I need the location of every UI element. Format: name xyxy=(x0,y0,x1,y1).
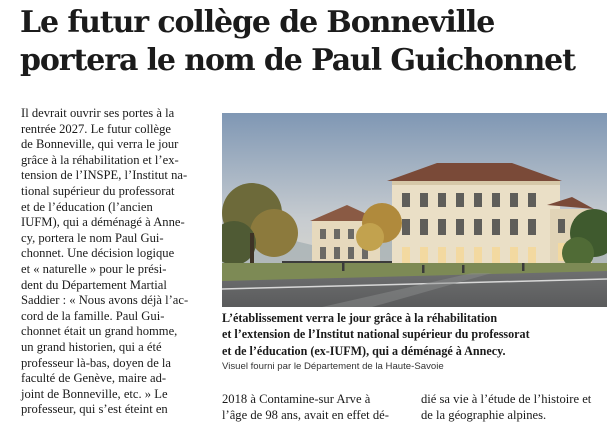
text-line: Saddier : « Nous avons déjà l’ac- xyxy=(21,293,189,308)
text-line: grâce à la réhabilitation et l’ex- xyxy=(21,152,179,167)
text-line: un grand historien, qui a été xyxy=(21,339,162,354)
text-line: et « naturelle » pour le prési- xyxy=(21,261,167,276)
text-line: cy, portera le nom Paul Gui- xyxy=(21,230,164,245)
text-line: de Bonneville, qui verra le jour xyxy=(21,137,179,152)
text-line: l’âge de 98 ans, avait en effet dé- xyxy=(222,407,389,422)
headline-line-1: Le futur collège de Bonneville xyxy=(20,5,495,40)
text-line: et de l’éducation (l’ancien xyxy=(21,199,153,214)
photo-credit: Visuel fourni par le Département de la Haute-Savoie xyxy=(222,361,444,372)
text-line: professeur, qui s’est éteint en xyxy=(21,402,168,417)
caption-line: et de l’éducation (ex-IUFM), qui a déménagé à Annecy. xyxy=(222,343,506,358)
caption-line: L’établissement verra le jour grâce à la réhabilitation xyxy=(222,311,498,325)
article-column-1 xyxy=(21,106,207,418)
building-rendering-image xyxy=(222,113,607,307)
text-line: 2018 à Contamine-sur Arve à xyxy=(222,392,371,406)
article-column-2 xyxy=(222,392,407,423)
caption-line: et l’extension de l’Institut national supérieur du professorat xyxy=(222,327,530,342)
text-line: professeur là-bas, doyen de la xyxy=(21,355,172,370)
headline xyxy=(20,4,610,80)
photo-caption xyxy=(222,310,612,359)
text-line: dent du Département Martial xyxy=(21,277,167,292)
article-photo xyxy=(222,113,607,307)
text-line: cord de la famille. Paul Gui- xyxy=(21,308,165,323)
text-line: chonnet. Une décision logique xyxy=(21,246,175,261)
text-line: faculté de Genève, maire ad- xyxy=(21,371,167,386)
text-line: de la géographie alpines. xyxy=(421,407,547,422)
text-line: tional supérieur du professorat xyxy=(21,183,175,198)
text-line: Il devrait ouvrir ses portes à la xyxy=(21,106,175,120)
text-line: tension de l’INSPE, l’Institut na- xyxy=(21,168,188,183)
article-column-3 xyxy=(421,392,611,423)
text-line: chonnet était un grand homme, xyxy=(21,324,178,339)
text-line: rentrée 2027. Le futur collège xyxy=(21,121,172,136)
text-line: dié sa vie à l’étude de l’histoire et xyxy=(421,392,592,406)
text-line: joint de Bonneville, etc. » Le xyxy=(21,386,168,401)
text-line: IUFM), qui a déménagé à Anne- xyxy=(21,215,185,230)
headline-line-2: portera le nom de Paul Guichonnet xyxy=(20,43,575,78)
